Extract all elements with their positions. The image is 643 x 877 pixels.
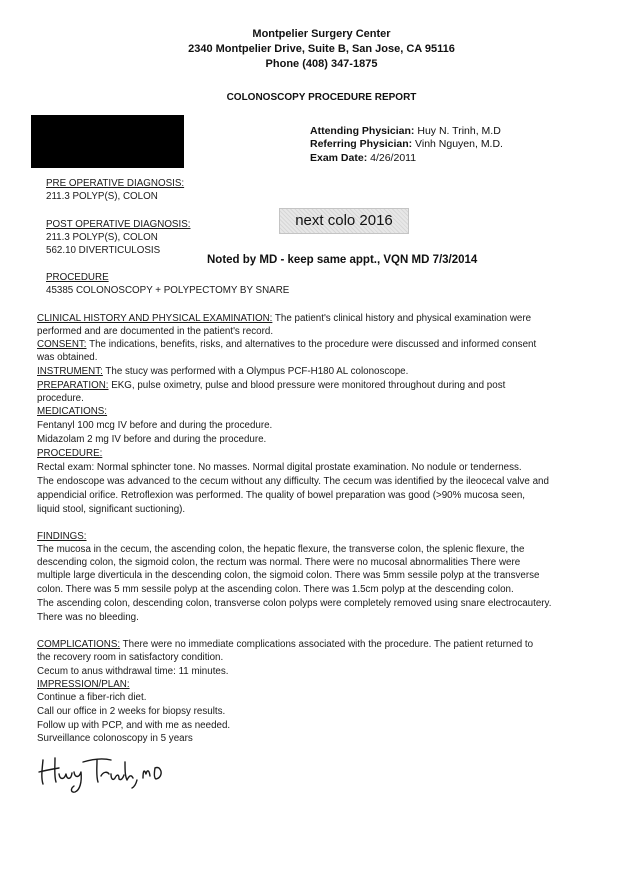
- clinical-history-text: The patient's clinical history and physical examination were: [272, 313, 532, 324]
- instrument-line: [37, 366, 408, 379]
- procedure-code-line: 45385 COLONOSCOPY + POLYPECTOMY BY SNARE: [46, 285, 290, 296]
- pre-op-heading: PRE OPERATIVE DIAGNOSIS:: [46, 178, 185, 189]
- preparation-line: [37, 380, 505, 393]
- exam-date-value: 4/26/2011: [370, 152, 417, 164]
- plan-item: Continue a fiber-rich diet.: [37, 692, 147, 703]
- clinical-history-text: performed and are documented in the patient's record.: [37, 326, 274, 337]
- complications-line: [37, 639, 533, 652]
- complications-heading: COMPLICATIONS:: [37, 639, 121, 650]
- preparation-heading: PREPARATION:: [37, 380, 109, 391]
- plan-item: Surveillance colonoscopy in 5 years: [37, 733, 193, 744]
- medication-item: Midazolam 2 mg IV before and during the procedure.: [37, 434, 267, 445]
- procedure-code-heading: PROCEDURE: [46, 272, 109, 283]
- procedure-detail-heading: PROCEDURE:: [37, 448, 103, 459]
- findings-line: multiple large diverticula in the descending colon, the sigmoid colon. There was 5mm sessile polyp at the transverse: [37, 570, 540, 581]
- medications-heading: MEDICATIONS:: [37, 406, 108, 417]
- referring-physician-row: [310, 137, 503, 152]
- exam-date-label: Exam Date:: [310, 152, 368, 164]
- noted-by-md-annotation: Noted by MD - keep same appt., VQN MD 7/3/2014: [207, 254, 478, 266]
- findings-line: There was no bleeding.: [37, 612, 139, 623]
- center-address: 2340 Montpelier Drive, Suite B, San Jose, CA 95116: [188, 43, 455, 55]
- referring-physician-label: Referring Physician:: [310, 138, 413, 150]
- redacted-block: [31, 115, 184, 168]
- report-title: COLONOSCOPY PROCEDURE REPORT: [226, 92, 417, 103]
- consent-heading: CONSENT:: [37, 339, 87, 350]
- instrument-text: The stucy was performed with a Olympus PCF-H180 AL colonoscope.: [102, 366, 409, 377]
- clinical-history-heading: CLINICAL HISTORY AND PHYSICAL EXAMINATION:: [37, 313, 273, 324]
- post-op-heading: POST OPERATIVE DIAGNOSIS:: [46, 219, 191, 230]
- complications-text: There were no immediate complications associated with the procedure. The patient returned to: [120, 639, 534, 650]
- attending-physician-value: Huy N. Trinh, M.D: [417, 125, 501, 137]
- clinical-history-line: [37, 313, 531, 326]
- plan-item: Follow up with PCP, and with me as needed.: [37, 720, 231, 731]
- findings-line: The ascending colon, descending colon, transverse colon polyps were completely removed using snare electrocautery.: [37, 598, 552, 609]
- preparation-text: EKG, pulse oximetry, pulse and blood pressure were monitored throughout during and post: [108, 380, 506, 391]
- procedure-detail-line: liquid stool, significant suctioning).: [37, 504, 186, 515]
- pre-op-line: 211.3 POLYP(S), COLON: [46, 191, 158, 202]
- procedure-detail-line: The endoscope was advanced to the cecum without any difficulty. The cecum was identified by the ileocecal valve and: [37, 476, 549, 487]
- impression-plan-heading: IMPRESSION/PLAN:: [37, 679, 130, 690]
- plan-item: Call our office in 2 weeks for biopsy results.: [37, 706, 226, 717]
- post-op-line: 211.3 POLYP(S), COLON: [46, 232, 158, 243]
- physician-signature: [37, 752, 167, 796]
- findings-line: colon. There was 5 mm sessile polyp at the ascending colon. There was 1.5cm polyp at the descending colon.: [37, 584, 514, 595]
- instrument-heading: INSTRUMENT:: [37, 366, 103, 377]
- next-colo-stamp: next colo 2016: [279, 208, 409, 234]
- consent-text: The indications, benefits, risks, and alternatives to the procedure were discussed and informed consent: [86, 339, 537, 350]
- exam-date-row: [310, 151, 416, 166]
- center-name: Montpelier Surgery Center: [252, 28, 391, 40]
- procedure-detail-line: appendicial orifice. Retroflexion was performed. The quality of bowel preparation was good (>90% mucosa seen,: [37, 490, 526, 501]
- post-op-line: 562.10 DIVERTICULOSIS: [46, 245, 161, 256]
- consent-text: was obtained.: [37, 352, 98, 363]
- findings-heading: FINDINGS:: [37, 531, 87, 542]
- consent-line: [37, 339, 536, 352]
- referring-physician-value: Vinh Nguyen, M.D.: [415, 138, 503, 150]
- complications-text: the recovery room in satisfactory condition.: [37, 652, 224, 663]
- findings-line: The mucosa in the cecum, the ascending colon, the hepatic flexure, the transverse colon, the splenic flexure, the: [37, 544, 525, 555]
- medication-item: Fentanyl 100 mcg IV before and during the procedure.: [37, 420, 273, 431]
- preparation-text: procedure.: [37, 393, 84, 404]
- attending-physician-label: Attending Physician:: [310, 125, 415, 137]
- findings-line: descending colon, the sigmoid colon, the rectum was normal. There were no mucosal abnormalities There were: [37, 557, 521, 568]
- center-phone: Phone (408) 347-1875: [265, 58, 378, 70]
- procedure-detail-line: Rectal exam: Normal sphincter tone. No masses. Normal digital prostate examination. No nodule or tenderness.: [37, 462, 522, 473]
- withdrawal-time-text: Cecum to anus withdrawal time: 11 minutes.: [37, 666, 229, 677]
